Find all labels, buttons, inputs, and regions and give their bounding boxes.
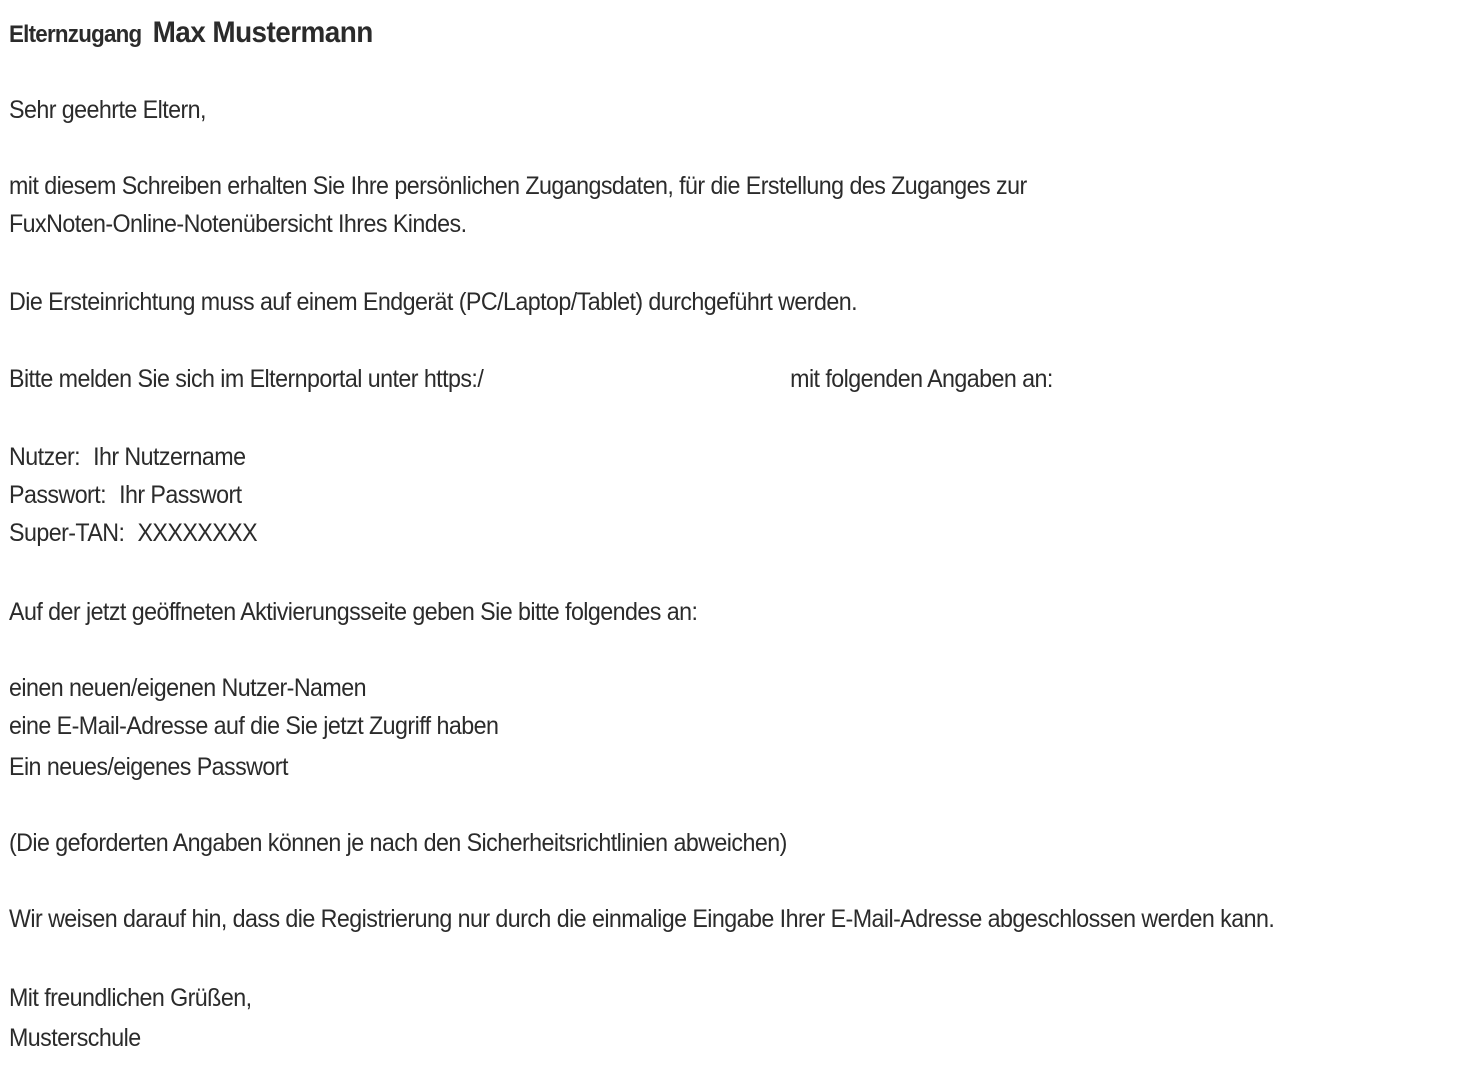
login-instruction [9, 364, 1053, 394]
registration-note: Wir weisen darauf hin, dass die Registrierung nur durch die einmalige Eingabe Ihrer E-Mail-Adresse abgeschlossen werden kann. [9, 905, 1275, 933]
activation-item: eine E-Mail-Adresse auf die Sie jetzt Zugriff haben [9, 712, 499, 740]
greeting: Sehr geehrte Eltern, [9, 96, 206, 124]
heading-label: Elternzugang [9, 21, 142, 48]
security-note: (Die geforderten Angaben können je nach den Sicherheitsrichtlinien abweichen) [9, 829, 787, 857]
credential-password [9, 480, 242, 510]
credential-user [9, 442, 245, 472]
closing-salutation: Mit freundlichen Grüßen, [9, 984, 252, 1012]
intro-line-1: mit diesem Schreiben erhalten Sie Ihre persönlichen Zugangsdaten, für die Erstellung des Zuganges zur [9, 172, 1027, 200]
setup-note: Die Ersteinrichtung muss auf einem Endgerät (PC/Laptop/Tablet) durchgeführt werden. [9, 288, 858, 316]
credential-value: Ihr Nutzername [93, 443, 246, 471]
credential-label: Super-TAN: [9, 519, 125, 547]
login-instruction-start: Bitte melden Sie sich im Elternportal unter https:/ [9, 365, 484, 393]
credential-value: Ihr Passwort [119, 481, 242, 509]
credential-label: Passwort: [9, 481, 107, 509]
letter [9, 0, 1459, 1081]
credential-label: Nutzer: [9, 443, 81, 471]
activation-instruction: Auf der jetzt geöffneten Aktivierungsseite geben Sie bitte folgendes an: [9, 598, 698, 626]
sender-name: Musterschule [9, 1024, 141, 1052]
intro-line-2: FuxNoten-Online-Notenübersicht Ihres Kindes. [9, 210, 467, 238]
login-instruction-end: mit folgenden Angaben an: [790, 365, 1053, 393]
letter-heading [9, 18, 373, 50]
credential-super-tan [9, 518, 257, 548]
activation-item: Ein neues/eigenes Passwort [9, 753, 288, 781]
credential-value: XXXXXXXX [137, 519, 258, 547]
recipient-name: Max Mustermann [152, 16, 373, 49]
activation-item: einen neuen/eigenen Nutzer-Namen [9, 674, 366, 702]
